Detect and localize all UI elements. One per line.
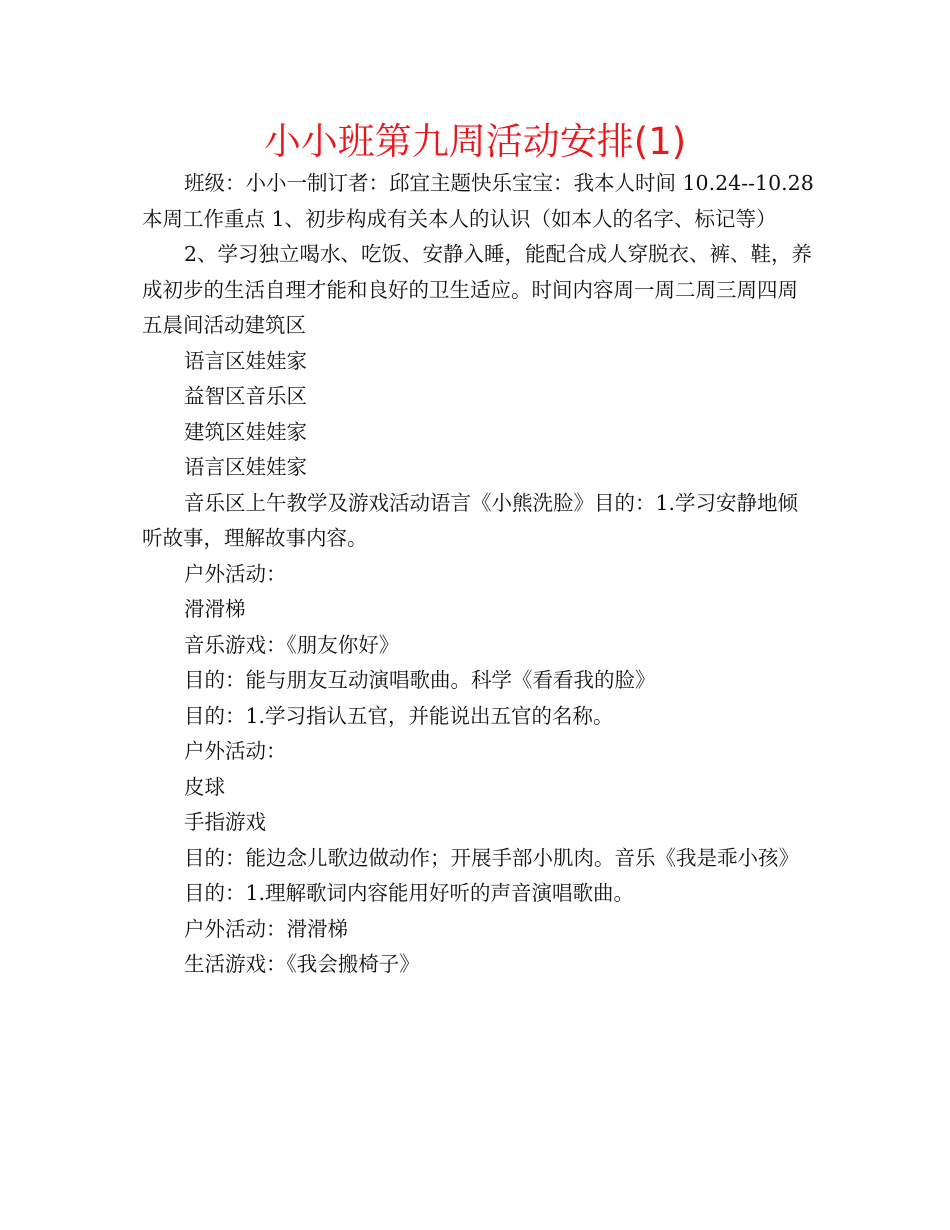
- paragraph-area-3: 建筑区娃娃家: [184, 419, 307, 444]
- paragraph-goal-facial-features: 目的：1.学习指认五官，并能说出五官的名称。: [184, 703, 614, 728]
- paragraph-goal-2: 2、学习独立喝水、吃饭、安静入睡，能配合成人穿脱衣、裤、鞋，养成初步的生活自理才能和良好的卫生适应。时间内容周一周二周三周四周五晨间活动建筑区: [142, 242, 813, 337]
- paragraph-outdoor-slide: 户外活动：滑滑梯: [184, 916, 348, 941]
- paragraph-finger-game: 手指游戏: [184, 810, 266, 834]
- document-body: [142, 166, 814, 983]
- paragraph-area-2: 益智区音乐区: [184, 384, 307, 408]
- paragraph-ball: 皮球: [184, 774, 225, 799]
- paragraph-slide-1: 滑滑梯: [184, 597, 246, 621]
- paragraph-goal-rhyme: 目的：能边念儿歌边做动作；开展手部小肌肉。音乐《我是乖小孩》: [184, 845, 799, 870]
- paragraph-life-game: 生活游戏：《我会搬椅子》: [184, 952, 420, 976]
- paragraph-outdoor-2: 户外活动：: [184, 739, 287, 763]
- paragraph-outdoor-1: 户外活动：: [184, 561, 287, 586]
- paragraph-goal-song: 目的：1.理解歌词内容能用好听的声音演唱歌曲。: [184, 881, 635, 905]
- paragraph-class-info: 班级：小小一制订者：邱宜主题快乐宝宝：我本人时间 10.24--10.28 本周工作重点 1、初步构成有关本人的认识（如本人的名字、标记等）: [142, 171, 814, 231]
- paragraph-area-1: 语言区娃娃家: [184, 348, 307, 373]
- paragraph-area-4: 语言区娃娃家: [184, 455, 307, 479]
- document-title: 小小班第九周活动安排(1): [263, 120, 687, 163]
- paragraph-goal-friends: 目的：能与朋友互动演唱歌曲。科学《看看我的脸》: [184, 668, 656, 692]
- paragraph-language-lesson: 音乐区上午教学及游戏活动语言《小熊洗脸》目的：1.学习安静地倾听故事，理解故事内容。: [142, 490, 799, 550]
- paragraph-music-game: 音乐游戏：《朋友你好》: [184, 632, 400, 657]
